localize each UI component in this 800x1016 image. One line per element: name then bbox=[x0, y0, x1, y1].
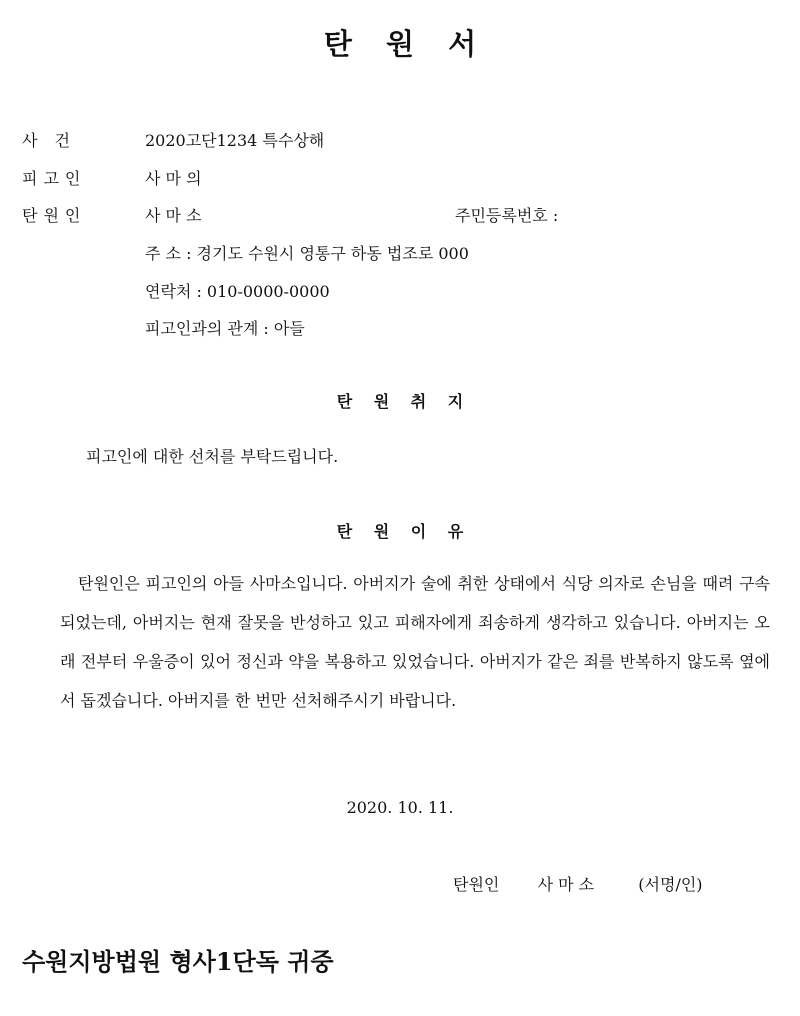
signature-line bbox=[453, 872, 703, 895]
signature-seal: (서명/인) bbox=[638, 875, 703, 894]
defendant-label: 피고인 bbox=[22, 169, 87, 188]
court-addressee: 수원지방법원 형사1단독 귀중 bbox=[22, 947, 334, 976]
defendant-name: 사 마 의 bbox=[145, 169, 202, 188]
rrn-label: 주민등록번호 : bbox=[455, 206, 559, 225]
reason-heading: 탄 원 이 유 bbox=[336, 522, 472, 541]
signature-label: 탄원인 bbox=[453, 875, 500, 894]
signature-name: 사 마 소 bbox=[537, 875, 595, 894]
petitioner-address: 주 소 : 경기도 수원시 영통구 하동 법조로 000 bbox=[145, 244, 469, 263]
purpose-heading: 탄 원 취 지 bbox=[336, 392, 472, 411]
petitioner-name: 사 마 소 bbox=[145, 206, 202, 225]
document-date: 2020. 10. 11. bbox=[346, 798, 454, 817]
purpose-text: 피고인에 대한 선처를 부탁드립니다. bbox=[86, 447, 339, 466]
case-label: 사 건 bbox=[22, 131, 76, 150]
reason-text: 탄원인은 피고인의 아들 사마소입니다. 아버지가 술에 취한 상태에서 식당 의자로 손님을 때려 구속되었는데, 아버지는 현재 잘못을 반성하고 있고 피해자에게 죄송하게 생각하고 있습니다. 아버지는 오래 전부터 우울증이 있어 정신과 약을 복용하고 있었습니다. 아버지가 같은 죄를 반복하지 않도록 옆에서 돕겠습니다. 아버지를 한 번만 선처해주시기 바랍니다. bbox=[60, 574, 770, 710]
petitioner-contact: 연락처 : 010-0000-0000 bbox=[145, 282, 330, 301]
case-value: 2020고단1234 특수상해 bbox=[145, 131, 325, 150]
petitioner-label: 탄원인 bbox=[22, 206, 87, 225]
petitioner-relation: 피고인과의 관계 : 아들 bbox=[145, 319, 305, 338]
document-title: 탄 원 서 bbox=[323, 27, 489, 61]
